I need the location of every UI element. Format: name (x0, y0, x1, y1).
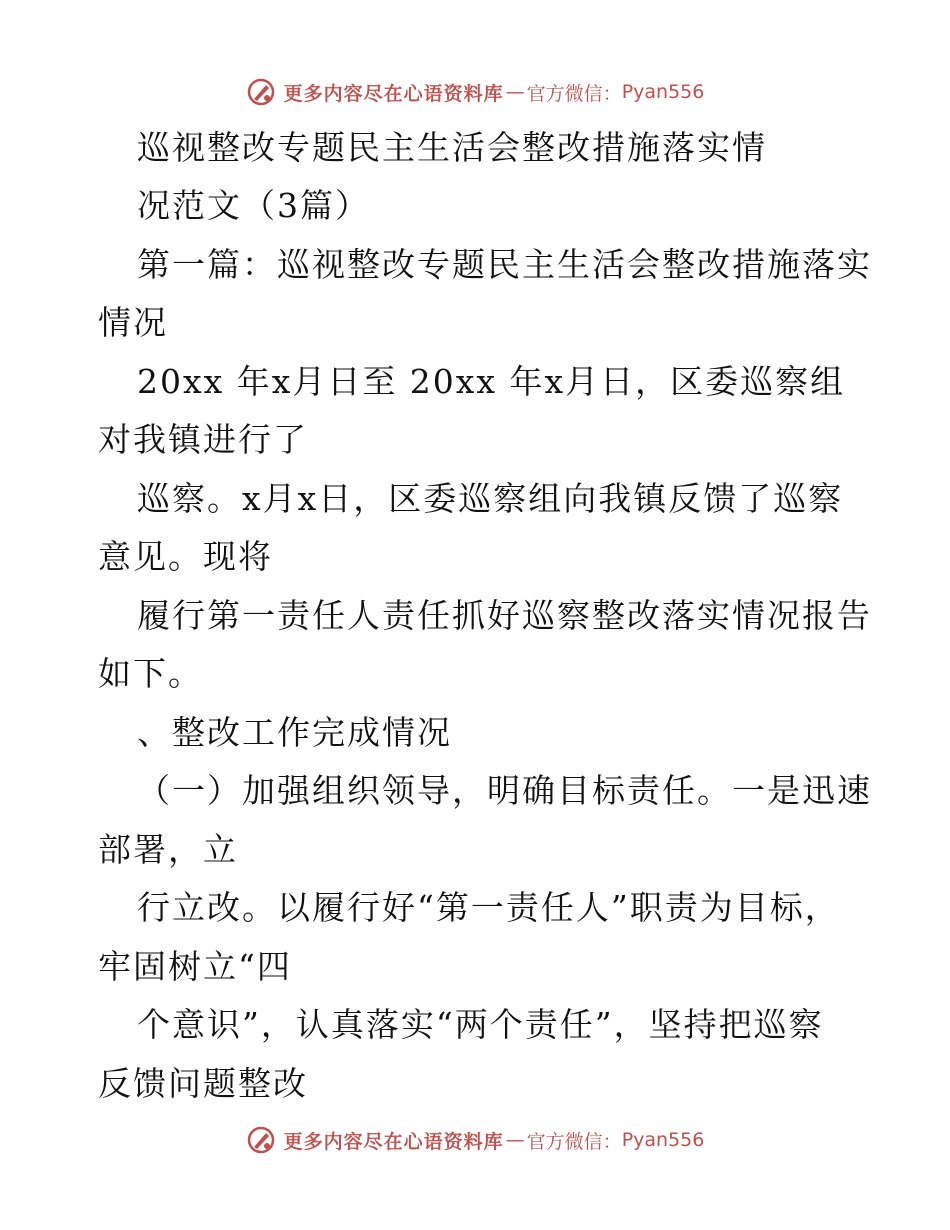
pen-logo-icon (246, 77, 276, 107)
body-line: 牢固树立“四 (98, 947, 292, 986)
header-watermark (0, 72, 950, 112)
watermark-id: Pyan556 (621, 1129, 705, 1151)
pen-logo-icon (246, 1125, 276, 1155)
watermark-separator: — (505, 81, 525, 103)
body-line: 第一篇：巡视整改专题民主生活会整改措施落实 (137, 245, 872, 284)
body-line: 如下。 (98, 654, 203, 693)
body-line: 况范文（3篇） (137, 186, 370, 225)
body-line: 行立改。以履行好“第一责任人”职责为目标， (137, 888, 840, 927)
body-line: 20xx 年x月日至 20xx 年x月日，区委巡察组 (137, 362, 846, 401)
body-line: 个意识”，认真落实“两个责任”，坚持把巡察 (137, 1005, 824, 1044)
body-line: 部署，立 (98, 830, 238, 869)
body-line: 意见。现将 (98, 537, 273, 576)
watermark-id: Pyan556 (621, 81, 705, 103)
body-line: 巡视整改专题民主生活会整改措施落实情 (137, 128, 767, 167)
footer-watermark (0, 1120, 950, 1160)
body-line: 履行第一责任人责任抓好巡察整改落实情况报告 (137, 596, 872, 635)
watermark-label: 官方微信： (526, 1130, 622, 1153)
watermark-main-text: 更多内容尽在心语资料库 (283, 82, 504, 105)
body-line: 、整改工作完成情况 (137, 713, 452, 752)
body-line: （一）加强组织领导，明确目标责任。一是迅速 (137, 771, 872, 810)
body-line: 巡察。x月x日，区委巡察组向我镇反馈了巡察 (137, 479, 844, 518)
watermark-main-text: 更多内容尽在心语资料库 (283, 1130, 504, 1153)
body-line: 反馈问题整改 (98, 1064, 308, 1103)
body-line: 情况 (98, 303, 168, 342)
body-line: 对我镇进行了 (98, 420, 308, 459)
watermark-label: 官方微信： (526, 82, 622, 105)
watermark-separator: — (505, 1129, 525, 1151)
